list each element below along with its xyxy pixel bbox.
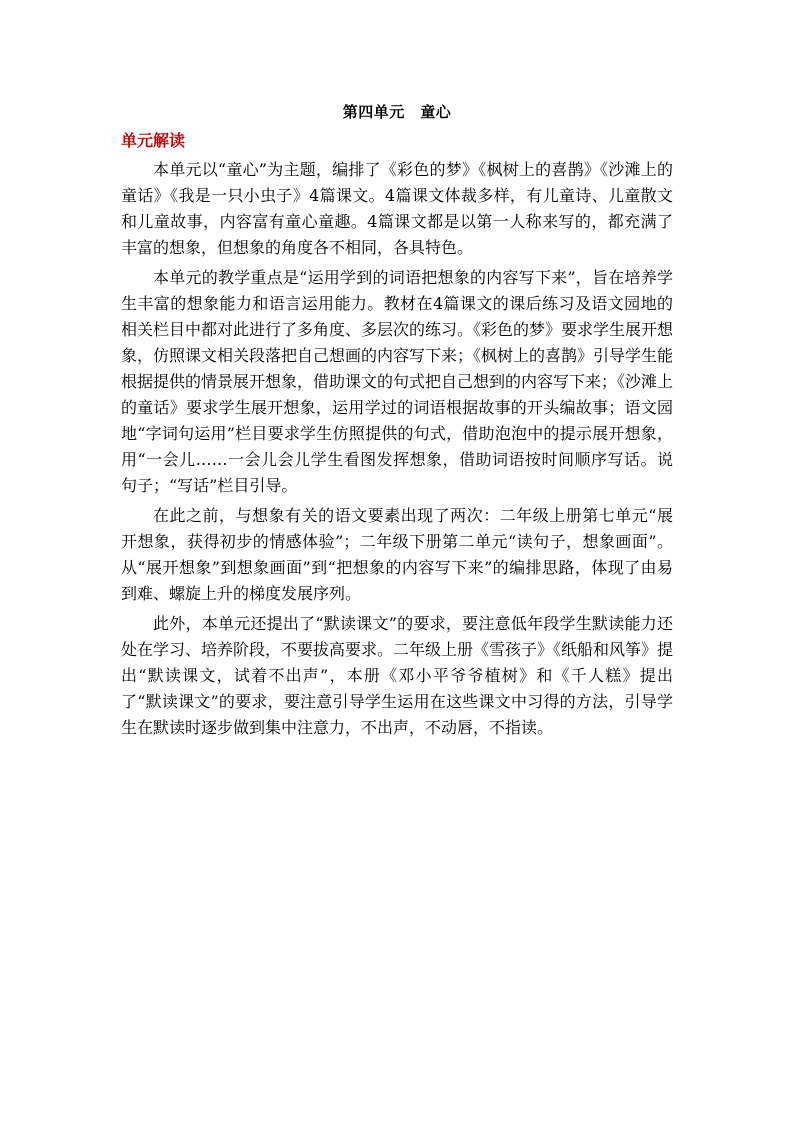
paragraph-4: 此外，本单元还提出了“默读课文”的要求，要注意低年段学生默读能力还处在学习、培养阶段，不要拔高要求。二年级上册《雪孩子》《纸船和风筝》提出“默读课文，试着不出声”，本册《邓小平爷爷植树》和《千人糕》提出了“默读课文”的要求，要注意引导学生运用在这些课文中习得的方法，引导学生在默读时逐步做到集中注意力，不出声，不动唇，不指读。 (121, 614, 674, 737)
paragraph-1: 本单元以“童心”为主题，编排了《彩色的梦》《枫树上的喜鹊》《沙滩上的童话》《我是一只小虫子》4篇课文。4篇课文体裁多样，有儿童诗、儿童散文和儿童故事，内容富有童心童趣。4篇课文都是以第一人称来写的，都充满了丰富的想象，但想象的角度各不相同，各具特色。 (121, 160, 673, 257)
paragraph-3: 在此之前，与想象有关的语文要素出现了两次：二年级上册第七单元“展开想象，获得初步的情感体验”；二年级下册第二单元“读句子，想象画面”。从“展开想象”到想象画面”到“把想象的内容写下来”的编排思路，体现了由易到难、螺旋上升的梯度发展序列。 (121, 506, 673, 603)
paragraph-2: 本单元的教学重点是“运用学到的词语把想象的内容写下来”，旨在培养学生丰富的想象能力和语言运用能力。教材在4篇课文的课后练习及语文园地的相关栏目中都对此进行了多角度、多层次的练习。《彩色的梦》要求学生展开想象，仿照课文相关段落把自己想画的内容写下来；《枫树上的喜鹊》引导学生能根据提供的情景展开想象，借助课文的句式把自己想到的内容写下来；《沙滩上的童话》要求学生展开想象，运用学过的词语根据故事的开头编故事；语文园地“字词句运用”栏目要求学生仿照提供的句式，借助泡泡中的提示展开想象，用“一会儿……一会儿会儿学生看图发挥想象，借助词语按时间顺序写话。说句子；“写话”栏目引导。 (121, 268, 674, 495)
body-text (121, 157, 673, 741)
section-heading: 单元解读 (121, 131, 186, 150)
page-title: 第四单元 童心 (342, 103, 452, 121)
